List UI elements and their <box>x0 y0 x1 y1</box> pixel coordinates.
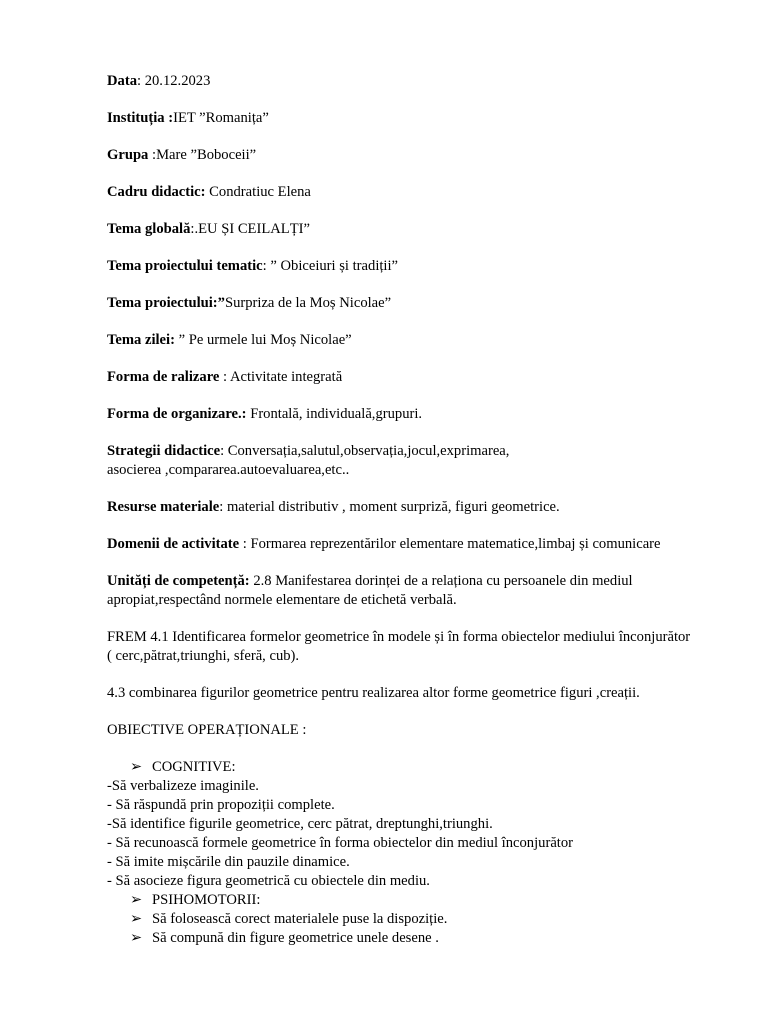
list-item-text: Să folosească corect materialele puse la dispoziție. <box>152 911 448 927</box>
field-label: Tema proiectului tematic <box>107 258 263 274</box>
field-value-line2: asocierea ,compararea.autoevaluarea,etc.. <box>107 462 350 478</box>
paragraph-frem <box>107 628 690 666</box>
field-label: Cadru didactic: <box>107 184 206 200</box>
arrow-bullet-icon: ➢ <box>130 892 143 908</box>
field-tema-globala <box>107 220 310 239</box>
field-forma-realizare <box>107 368 342 387</box>
field-sep: : <box>148 147 157 163</box>
field-grupa <box>107 146 256 165</box>
field-value: Condratiuc Elena <box>209 184 311 200</box>
field-label: Domenii de activitate <box>107 536 240 552</box>
field-sep: : <box>262 258 271 274</box>
field-label: Data <box>107 73 137 89</box>
arrow-bullet-icon: ➢ <box>130 911 143 927</box>
arrow-bullet-icon: ➢ <box>130 759 143 775</box>
field-unitati-competenta <box>107 572 633 610</box>
field-label: Tema globală <box>107 221 191 237</box>
field-value: : material distributiv , moment surpriză, figuri geometrice. <box>219 499 560 515</box>
field-tema-proiectului <box>107 294 391 313</box>
field-forma-organizare <box>107 405 422 424</box>
field-label: Forma de organizare.: <box>107 406 247 422</box>
list-item: -Să verbalizeze imaginile. <box>107 778 259 794</box>
psihomotorii-heading <box>130 891 260 910</box>
cognitive-heading <box>130 758 236 777</box>
field-strategii-didactice <box>107 442 509 480</box>
list-item-text: Să compună din figure geometrice unele desene . <box>152 930 439 946</box>
psihomotorii-heading-text: PSIHOMOTORII: <box>152 892 261 908</box>
list-item: - Să recunoască formele geometrice în forma obiectelor din mediul înconjurător <box>107 835 574 851</box>
obiective-title <box>107 721 306 740</box>
field-value: 20.12.2023 <box>144 73 211 89</box>
list-item: - Să imite mișcările din pauzile dinamice. <box>107 854 350 870</box>
field-resurse-materiale <box>107 498 560 517</box>
paragraph-combinare <box>107 684 640 703</box>
field-label: Forma de ralizare <box>107 369 220 385</box>
field-label: Instituția : <box>107 110 174 126</box>
field-tema-zilei <box>107 331 352 350</box>
field-label: Resurse materiale <box>107 499 220 515</box>
field-label: Grupa <box>107 147 149 163</box>
field-sep: : <box>137 73 145 89</box>
combinare-text: 4.3 combinarea figurilor geometrice pentru realizarea altor forme geometrice figuri ,creații. <box>107 685 640 701</box>
arrow-bullet-icon: ➢ <box>130 930 143 946</box>
field-label: Tema proiectului:” <box>107 295 225 311</box>
list-item: - Să asocieze figura geometrică cu obiectele din mediu. <box>107 873 430 889</box>
list-item <box>130 929 439 948</box>
frem-line2: ( cerc,pătrat,triunghi, sferă, cub). <box>107 648 300 664</box>
field-value: Mare ”Boboceii” <box>156 147 257 163</box>
list-item <box>130 910 447 929</box>
field-value-line2: apropiat,respectând normele elementare de etichetă verbală. <box>107 592 457 608</box>
field-label: Unități de competență: <box>107 573 250 589</box>
field-data <box>107 72 210 91</box>
list-item: - Să răspundă prin propoziții complete. <box>107 797 335 813</box>
frem-line1: FREM 4.1 Identificarea formelor geometrice în modele și în forma obiectelor mediului înconjurător <box>107 629 691 645</box>
field-value: ” Pe urmele lui Moș Nicolae” <box>178 332 352 348</box>
field-label: Strategii didactice <box>107 443 221 459</box>
field-value: Activitate integrată <box>229 369 343 385</box>
field-tema-proiectului-tematic <box>107 257 398 276</box>
field-value-line1: : Conversația,salutul,observația,jocul,exprimarea, <box>220 443 510 459</box>
field-value: ” Obiceiuri și tradiții” <box>270 258 399 274</box>
list-item: -Să identifice figurile geometrice, cerc pătrat, dreptunghi,triunghi. <box>107 816 493 832</box>
field-value: .EU ȘI CEILALȚI” <box>194 221 310 237</box>
field-domenii-activitate <box>107 535 661 554</box>
field-value: Surpriza de la Moș Nicolae” <box>224 295 392 311</box>
cognitive-heading-text: COGNITIVE: <box>152 759 236 775</box>
field-value: : Formarea reprezentărilor elementare matematice,limbaj și comunicare <box>239 536 661 552</box>
field-sep: : <box>219 369 230 385</box>
field-institutia <box>107 109 269 128</box>
field-value-line1: 2.8 Manifestarea dorinței de a relaționa cu persoanele din mediul <box>249 573 633 589</box>
field-value: IET ”Romanița” <box>173 110 269 126</box>
field-cadru-didactic <box>107 183 311 202</box>
field-label: Tema zilei: <box>107 332 175 348</box>
field-value: Frontală, individuală,grupuri. <box>250 406 423 422</box>
field-sep: : <box>190 221 195 237</box>
obiective-title-text: OBIECTIVE OPERAȚIONALE : <box>107 722 307 738</box>
